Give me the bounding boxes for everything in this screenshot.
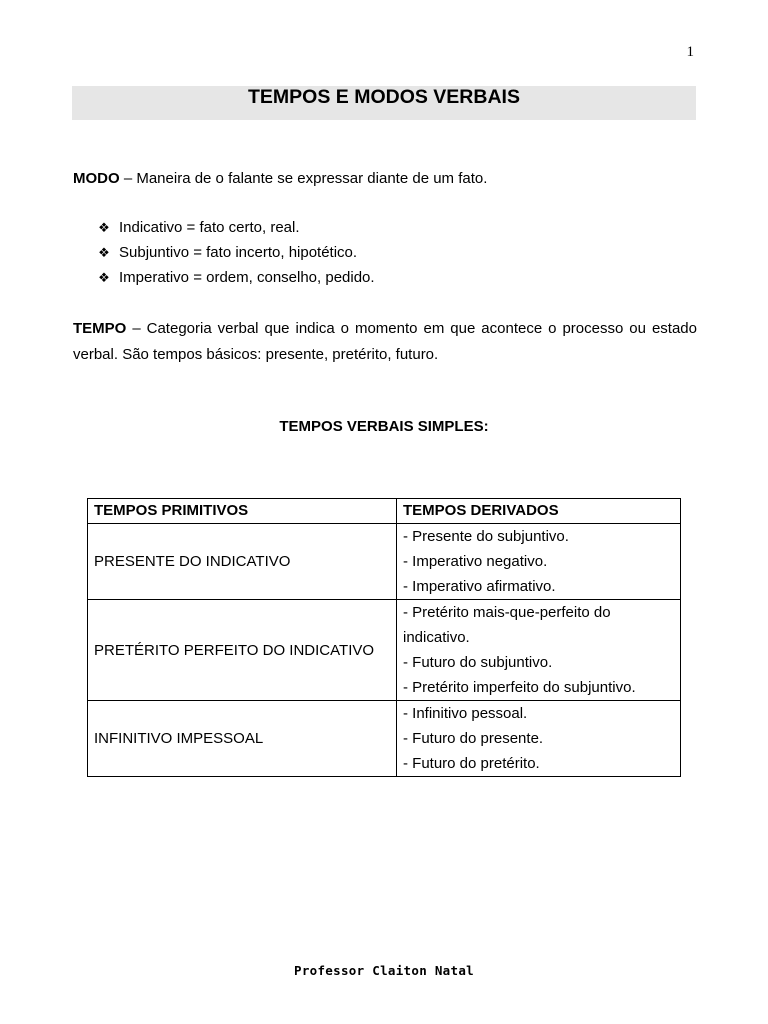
- footer-author: Professor Claiton Natal: [294, 963, 474, 978]
- column-header-derived: TEMPOS DERIVADOS: [397, 499, 681, 524]
- list-item: [97, 265, 375, 290]
- tempo-definition: – Categoria verbal que indica o momento em que acontece o processo ou estado verbal. São tempos básicos: presente, pretérito, futuro.: [73, 320, 697, 363]
- page-title: TEMPOS E MODOS VERBAIS: [248, 86, 520, 108]
- derived-item: - Imperativo negativo.: [403, 553, 548, 570]
- table-row: [88, 701, 681, 777]
- table-row: [88, 600, 681, 701]
- modes-list: [97, 215, 375, 290]
- primitive-cell: PRESENTE DO INDICATIVO: [88, 524, 397, 600]
- derived-item: - Futuro do presente.: [403, 730, 544, 747]
- tenses-table: [87, 498, 681, 777]
- derived-item: indicativo.: [403, 629, 470, 646]
- derived-item: - Pretérito mais-que-perfeito do: [403, 604, 611, 621]
- column-header-primitive: TEMPOS PRIMITIVOS: [88, 499, 397, 524]
- derived-item: - Futuro do subjuntivo.: [403, 654, 553, 671]
- primitive-cell: INFINITIVO IMPESSOAL: [88, 701, 397, 777]
- modo-term: MODO: [73, 170, 120, 187]
- diamond-bullet-icon: ❖: [98, 220, 110, 235]
- table-heading: TEMPOS VERBAIS SIMPLES:: [279, 418, 489, 435]
- tempo-paragraph: [73, 316, 697, 368]
- list-item: [97, 215, 375, 240]
- table-header-row: [88, 499, 681, 524]
- modo-paragraph: [73, 166, 697, 192]
- diamond-bullet-icon: ❖: [98, 245, 110, 260]
- list-item: [97, 240, 375, 265]
- diamond-bullet-icon: ❖: [98, 270, 110, 285]
- primitive-cell: PRETÉRITO PERFEITO DO INDICATIVO: [88, 600, 397, 701]
- derived-item: - Imperativo afirmativo.: [403, 578, 556, 595]
- page-number: 1: [686, 44, 694, 60]
- list-item-text: Indicativo = fato certo, real.: [119, 219, 300, 236]
- derived-cell: [397, 600, 681, 701]
- derived-item: - Presente do subjuntivo.: [403, 528, 569, 545]
- list-item-text: Imperativo = ordem, conselho, pedido.: [119, 269, 375, 286]
- tempo-term: TEMPO: [73, 320, 127, 337]
- derived-cell: [397, 524, 681, 600]
- modo-definition: – Maneira de o falante se expressar diante de um fato.: [119, 170, 488, 187]
- derived-item: - Futuro do pretérito.: [403, 755, 540, 772]
- list-item-text: Subjuntivo = fato incerto, hipotético.: [119, 244, 358, 261]
- derived-item: - Infinitivo pessoal.: [403, 705, 528, 722]
- derived-item: - Pretérito imperfeito do subjuntivo.: [403, 679, 636, 696]
- derived-cell: [397, 701, 681, 777]
- table-row: [88, 524, 681, 600]
